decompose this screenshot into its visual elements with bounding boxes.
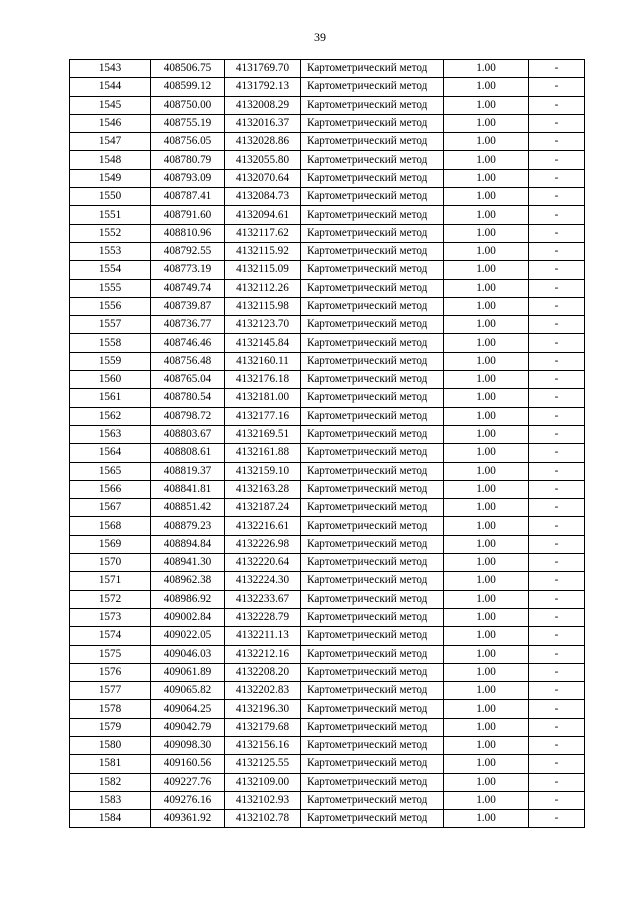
method-cell: Картометрический метод xyxy=(301,407,444,425)
method-cell: Картометрический метод xyxy=(301,297,444,315)
x-coordinate-cell: 408736.77 xyxy=(151,316,225,334)
x-coordinate-cell: 408793.09 xyxy=(151,169,225,187)
y-coordinate-cell: 4132123.70 xyxy=(225,316,301,334)
note-cell: - xyxy=(529,206,585,224)
table-row xyxy=(70,736,585,754)
x-coordinate-cell: 409227.76 xyxy=(151,773,225,791)
x-coordinate-cell: 409276.16 xyxy=(151,791,225,809)
y-coordinate-cell: 4132226.98 xyxy=(225,535,301,553)
point-number-cell: 1580 xyxy=(70,736,151,754)
note-cell: - xyxy=(529,224,585,242)
x-coordinate-cell: 409064.25 xyxy=(151,700,225,718)
accuracy-cell: 1.00 xyxy=(444,517,529,535)
method-cell: Картометрический метод xyxy=(301,590,444,608)
x-coordinate-cell: 408841.81 xyxy=(151,480,225,498)
y-coordinate-cell: 4132016.37 xyxy=(225,114,301,132)
method-cell: Картометрический метод xyxy=(301,608,444,626)
y-coordinate-cell: 4132117.62 xyxy=(225,224,301,242)
coordinates-table-body xyxy=(70,60,585,828)
y-coordinate-cell: 4132196.30 xyxy=(225,700,301,718)
method-cell: Картометрический метод xyxy=(301,572,444,590)
accuracy-cell: 1.00 xyxy=(444,572,529,590)
table-row xyxy=(70,572,585,590)
table-row xyxy=(70,78,585,96)
point-number-cell: 1552 xyxy=(70,224,151,242)
table-row xyxy=(70,169,585,187)
point-number-cell: 1544 xyxy=(70,78,151,96)
y-coordinate-cell: 4132112.26 xyxy=(225,279,301,297)
accuracy-cell: 1.00 xyxy=(444,316,529,334)
point-number-cell: 1573 xyxy=(70,608,151,626)
table-row xyxy=(70,444,585,462)
method-cell: Картометрический метод xyxy=(301,242,444,260)
accuracy-cell: 1.00 xyxy=(444,590,529,608)
point-number-cell: 1564 xyxy=(70,444,151,462)
accuracy-cell: 1.00 xyxy=(444,462,529,480)
method-cell: Картометрический метод xyxy=(301,261,444,279)
note-cell: - xyxy=(529,736,585,754)
coordinates-table xyxy=(69,59,585,828)
table-row xyxy=(70,60,585,78)
note-cell: - xyxy=(529,608,585,626)
point-number-cell: 1549 xyxy=(70,169,151,187)
y-coordinate-cell: 4132208.20 xyxy=(225,663,301,681)
x-coordinate-cell: 408787.41 xyxy=(151,188,225,206)
accuracy-cell: 1.00 xyxy=(444,407,529,425)
x-coordinate-cell: 408791.60 xyxy=(151,206,225,224)
x-coordinate-cell: 408894.84 xyxy=(151,535,225,553)
y-coordinate-cell: 4132176.18 xyxy=(225,371,301,389)
x-coordinate-cell: 408962.38 xyxy=(151,572,225,590)
point-number-cell: 1557 xyxy=(70,316,151,334)
point-number-cell: 1567 xyxy=(70,499,151,517)
method-cell: Картометрический метод xyxy=(301,755,444,773)
method-cell: Картометрический метод xyxy=(301,682,444,700)
table-row xyxy=(70,133,585,151)
point-number-cell: 1558 xyxy=(70,334,151,352)
table-row xyxy=(70,590,585,608)
method-cell: Картометрический метод xyxy=(301,444,444,462)
y-coordinate-cell: 4132228.79 xyxy=(225,608,301,626)
method-cell: Картометрический метод xyxy=(301,462,444,480)
x-coordinate-cell: 408739.87 xyxy=(151,297,225,315)
table-row xyxy=(70,718,585,736)
point-number-cell: 1553 xyxy=(70,242,151,260)
note-cell: - xyxy=(529,242,585,260)
accuracy-cell: 1.00 xyxy=(444,791,529,809)
method-cell: Картометрический метод xyxy=(301,151,444,169)
point-number-cell: 1562 xyxy=(70,407,151,425)
y-coordinate-cell: 4132008.29 xyxy=(225,96,301,114)
accuracy-cell: 1.00 xyxy=(444,297,529,315)
method-cell: Картометрический метод xyxy=(301,517,444,535)
accuracy-cell: 1.00 xyxy=(444,773,529,791)
y-coordinate-cell: 4132216.61 xyxy=(225,517,301,535)
x-coordinate-cell: 409160.56 xyxy=(151,755,225,773)
x-coordinate-cell: 408506.75 xyxy=(151,60,225,78)
point-number-cell: 1556 xyxy=(70,297,151,315)
method-cell: Картометрический метод xyxy=(301,499,444,517)
method-cell: Картометрический метод xyxy=(301,133,444,151)
point-number-cell: 1566 xyxy=(70,480,151,498)
method-cell: Картометрический метод xyxy=(301,554,444,572)
point-number-cell: 1575 xyxy=(70,645,151,663)
note-cell: - xyxy=(529,700,585,718)
accuracy-cell: 1.00 xyxy=(444,480,529,498)
method-cell: Картометрический метод xyxy=(301,96,444,114)
note-cell: - xyxy=(529,572,585,590)
y-coordinate-cell: 4132028.86 xyxy=(225,133,301,151)
table-row xyxy=(70,663,585,681)
accuracy-cell: 1.00 xyxy=(444,736,529,754)
table-row xyxy=(70,608,585,626)
method-cell: Картометрический метод xyxy=(301,535,444,553)
accuracy-cell: 1.00 xyxy=(444,682,529,700)
point-number-cell: 1563 xyxy=(70,425,151,443)
method-cell: Картометрический метод xyxy=(301,352,444,370)
y-coordinate-cell: 4132070.64 xyxy=(225,169,301,187)
y-coordinate-cell: 4132084.73 xyxy=(225,188,301,206)
accuracy-cell: 1.00 xyxy=(444,645,529,663)
note-cell: - xyxy=(529,96,585,114)
x-coordinate-cell: 409042.79 xyxy=(151,718,225,736)
point-number-cell: 1543 xyxy=(70,60,151,78)
method-cell: Картометрический метод xyxy=(301,60,444,78)
note-cell: - xyxy=(529,114,585,132)
method-cell: Картометрический метод xyxy=(301,810,444,828)
accuracy-cell: 1.00 xyxy=(444,663,529,681)
point-number-cell: 1579 xyxy=(70,718,151,736)
note-cell: - xyxy=(529,279,585,297)
y-coordinate-cell: 4132177.16 xyxy=(225,407,301,425)
method-cell: Картометрический метод xyxy=(301,480,444,498)
table-row xyxy=(70,791,585,809)
accuracy-cell: 1.00 xyxy=(444,608,529,626)
table-row xyxy=(70,151,585,169)
x-coordinate-cell: 408941.30 xyxy=(151,554,225,572)
point-number-cell: 1550 xyxy=(70,188,151,206)
note-cell: - xyxy=(529,810,585,828)
point-number-cell: 1583 xyxy=(70,791,151,809)
accuracy-cell: 1.00 xyxy=(444,499,529,517)
accuracy-cell: 1.00 xyxy=(444,151,529,169)
point-number-cell: 1582 xyxy=(70,773,151,791)
accuracy-cell: 1.00 xyxy=(444,425,529,443)
accuracy-cell: 1.00 xyxy=(444,627,529,645)
point-number-cell: 1581 xyxy=(70,755,151,773)
method-cell: Картометрический метод xyxy=(301,773,444,791)
note-cell: - xyxy=(529,425,585,443)
point-number-cell: 1578 xyxy=(70,700,151,718)
table-row xyxy=(70,334,585,352)
point-number-cell: 1554 xyxy=(70,261,151,279)
accuracy-cell: 1.00 xyxy=(444,133,529,151)
accuracy-cell: 1.00 xyxy=(444,96,529,114)
accuracy-cell: 1.00 xyxy=(444,78,529,96)
note-cell: - xyxy=(529,718,585,736)
table-row xyxy=(70,224,585,242)
note-cell: - xyxy=(529,773,585,791)
x-coordinate-cell: 409046.03 xyxy=(151,645,225,663)
accuracy-cell: 1.00 xyxy=(444,206,529,224)
note-cell: - xyxy=(529,627,585,645)
point-number-cell: 1546 xyxy=(70,114,151,132)
method-cell: Картометрический метод xyxy=(301,700,444,718)
x-coordinate-cell: 408750.00 xyxy=(151,96,225,114)
y-coordinate-cell: 4132159.10 xyxy=(225,462,301,480)
point-number-cell: 1570 xyxy=(70,554,151,572)
note-cell: - xyxy=(529,480,585,498)
note-cell: - xyxy=(529,590,585,608)
note-cell: - xyxy=(529,78,585,96)
point-number-cell: 1561 xyxy=(70,389,151,407)
table-row xyxy=(70,425,585,443)
table-row xyxy=(70,554,585,572)
table-row xyxy=(70,371,585,389)
table-row xyxy=(70,755,585,773)
y-coordinate-cell: 4132202.83 xyxy=(225,682,301,700)
point-number-cell: 1565 xyxy=(70,462,151,480)
accuracy-cell: 1.00 xyxy=(444,389,529,407)
table-row xyxy=(70,188,585,206)
point-number-cell: 1547 xyxy=(70,133,151,151)
note-cell: - xyxy=(529,499,585,517)
note-cell: - xyxy=(529,791,585,809)
note-cell: - xyxy=(529,297,585,315)
note-cell: - xyxy=(529,169,585,187)
x-coordinate-cell: 408599.12 xyxy=(151,78,225,96)
method-cell: Картометрический метод xyxy=(301,188,444,206)
x-coordinate-cell: 409061.89 xyxy=(151,663,225,681)
note-cell: - xyxy=(529,645,585,663)
accuracy-cell: 1.00 xyxy=(444,718,529,736)
point-number-cell: 1559 xyxy=(70,352,151,370)
x-coordinate-cell: 408803.67 xyxy=(151,425,225,443)
y-coordinate-cell: 4132115.09 xyxy=(225,261,301,279)
accuracy-cell: 1.00 xyxy=(444,371,529,389)
note-cell: - xyxy=(529,663,585,681)
y-coordinate-cell: 4132181.00 xyxy=(225,389,301,407)
accuracy-cell: 1.00 xyxy=(444,224,529,242)
x-coordinate-cell: 408756.05 xyxy=(151,133,225,151)
accuracy-cell: 1.00 xyxy=(444,554,529,572)
accuracy-cell: 1.00 xyxy=(444,279,529,297)
y-coordinate-cell: 4132187.24 xyxy=(225,499,301,517)
note-cell: - xyxy=(529,389,585,407)
y-coordinate-cell: 4132094.61 xyxy=(225,206,301,224)
y-coordinate-cell: 4132161.88 xyxy=(225,444,301,462)
table-row xyxy=(70,114,585,132)
table-row xyxy=(70,316,585,334)
x-coordinate-cell: 408819.37 xyxy=(151,462,225,480)
accuracy-cell: 1.00 xyxy=(444,444,529,462)
point-number-cell: 1568 xyxy=(70,517,151,535)
y-coordinate-cell: 4132109.00 xyxy=(225,773,301,791)
note-cell: - xyxy=(529,352,585,370)
y-coordinate-cell: 4132169.51 xyxy=(225,425,301,443)
note-cell: - xyxy=(529,682,585,700)
x-coordinate-cell: 408810.96 xyxy=(151,224,225,242)
note-cell: - xyxy=(529,371,585,389)
table-row xyxy=(70,297,585,315)
table-row xyxy=(70,206,585,224)
y-coordinate-cell: 4132233.67 xyxy=(225,590,301,608)
note-cell: - xyxy=(529,133,585,151)
note-cell: - xyxy=(529,462,585,480)
table-row xyxy=(70,517,585,535)
accuracy-cell: 1.00 xyxy=(444,755,529,773)
table-row xyxy=(70,645,585,663)
table-row xyxy=(70,480,585,498)
point-number-cell: 1576 xyxy=(70,663,151,681)
x-coordinate-cell: 408780.54 xyxy=(151,389,225,407)
accuracy-cell: 1.00 xyxy=(444,188,529,206)
accuracy-cell: 1.00 xyxy=(444,114,529,132)
x-coordinate-cell: 408808.61 xyxy=(151,444,225,462)
note-cell: - xyxy=(529,535,585,553)
y-coordinate-cell: 4132163.28 xyxy=(225,480,301,498)
y-coordinate-cell: 4132115.98 xyxy=(225,297,301,315)
table-row xyxy=(70,96,585,114)
point-number-cell: 1551 xyxy=(70,206,151,224)
table-row xyxy=(70,682,585,700)
accuracy-cell: 1.00 xyxy=(444,810,529,828)
x-coordinate-cell: 408749.74 xyxy=(151,279,225,297)
table-row xyxy=(70,810,585,828)
table-row xyxy=(70,700,585,718)
table-row xyxy=(70,627,585,645)
method-cell: Картометрический метод xyxy=(301,736,444,754)
y-coordinate-cell: 4132179.68 xyxy=(225,718,301,736)
method-cell: Картометрический метод xyxy=(301,224,444,242)
point-number-cell: 1574 xyxy=(70,627,151,645)
y-coordinate-cell: 4132212.16 xyxy=(225,645,301,663)
method-cell: Картометрический метод xyxy=(301,334,444,352)
method-cell: Картометрический метод xyxy=(301,718,444,736)
note-cell: - xyxy=(529,554,585,572)
x-coordinate-cell: 409361.92 xyxy=(151,810,225,828)
method-cell: Картометрический метод xyxy=(301,206,444,224)
x-coordinate-cell: 409065.82 xyxy=(151,682,225,700)
x-coordinate-cell: 408792.55 xyxy=(151,242,225,260)
point-number-cell: 1572 xyxy=(70,590,151,608)
method-cell: Картометрический метод xyxy=(301,371,444,389)
y-coordinate-cell: 4132055.80 xyxy=(225,151,301,169)
x-coordinate-cell: 408851.42 xyxy=(151,499,225,517)
method-cell: Картометрический метод xyxy=(301,114,444,132)
table-row xyxy=(70,462,585,480)
note-cell: - xyxy=(529,334,585,352)
point-number-cell: 1548 xyxy=(70,151,151,169)
method-cell: Картометрический метод xyxy=(301,791,444,809)
x-coordinate-cell: 409002.84 xyxy=(151,608,225,626)
point-number-cell: 1571 xyxy=(70,572,151,590)
accuracy-cell: 1.00 xyxy=(444,169,529,187)
note-cell: - xyxy=(529,60,585,78)
x-coordinate-cell: 408746.46 xyxy=(151,334,225,352)
y-coordinate-cell: 4132102.93 xyxy=(225,791,301,809)
accuracy-cell: 1.00 xyxy=(444,261,529,279)
method-cell: Картометрический метод xyxy=(301,645,444,663)
accuracy-cell: 1.00 xyxy=(444,700,529,718)
table-row xyxy=(70,261,585,279)
y-coordinate-cell: 4132145.84 xyxy=(225,334,301,352)
x-coordinate-cell: 408755.19 xyxy=(151,114,225,132)
note-cell: - xyxy=(529,188,585,206)
y-coordinate-cell: 4132220.64 xyxy=(225,554,301,572)
accuracy-cell: 1.00 xyxy=(444,352,529,370)
accuracy-cell: 1.00 xyxy=(444,242,529,260)
table-row xyxy=(70,242,585,260)
method-cell: Картометрический метод xyxy=(301,78,444,96)
note-cell: - xyxy=(529,517,585,535)
y-coordinate-cell: 4132160.11 xyxy=(225,352,301,370)
method-cell: Картометрический метод xyxy=(301,627,444,645)
table-row xyxy=(70,535,585,553)
note-cell: - xyxy=(529,444,585,462)
table-row xyxy=(70,773,585,791)
x-coordinate-cell: 408798.72 xyxy=(151,407,225,425)
method-cell: Картометрический метод xyxy=(301,316,444,334)
accuracy-cell: 1.00 xyxy=(444,334,529,352)
page-number: 39 xyxy=(314,30,326,44)
table-row xyxy=(70,352,585,370)
x-coordinate-cell: 408773.19 xyxy=(151,261,225,279)
point-number-cell: 1569 xyxy=(70,535,151,553)
table-row xyxy=(70,279,585,297)
x-coordinate-cell: 408879.23 xyxy=(151,517,225,535)
note-cell: - xyxy=(529,316,585,334)
y-coordinate-cell: 4132211.13 xyxy=(225,627,301,645)
y-coordinate-cell: 4132115.92 xyxy=(225,242,301,260)
table-row xyxy=(70,407,585,425)
method-cell: Картометрический метод xyxy=(301,169,444,187)
x-coordinate-cell: 409098.30 xyxy=(151,736,225,754)
point-number-cell: 1555 xyxy=(70,279,151,297)
method-cell: Картометрический метод xyxy=(301,663,444,681)
method-cell: Картометрический метод xyxy=(301,389,444,407)
point-number-cell: 1584 xyxy=(70,810,151,828)
method-cell: Картометрический метод xyxy=(301,279,444,297)
note-cell: - xyxy=(529,261,585,279)
y-coordinate-cell: 4132156.16 xyxy=(225,736,301,754)
accuracy-cell: 1.00 xyxy=(444,60,529,78)
y-coordinate-cell: 4131769.70 xyxy=(225,60,301,78)
x-coordinate-cell: 409022.05 xyxy=(151,627,225,645)
x-coordinate-cell: 408986.92 xyxy=(151,590,225,608)
note-cell: - xyxy=(529,151,585,169)
accuracy-cell: 1.00 xyxy=(444,535,529,553)
note-cell: - xyxy=(529,755,585,773)
x-coordinate-cell: 408765.04 xyxy=(151,371,225,389)
y-coordinate-cell: 4132102.78 xyxy=(225,810,301,828)
y-coordinate-cell: 4132224.30 xyxy=(225,572,301,590)
point-number-cell: 1577 xyxy=(70,682,151,700)
y-coordinate-cell: 4131792.13 xyxy=(225,78,301,96)
table-row xyxy=(70,499,585,517)
x-coordinate-cell: 408756.48 xyxy=(151,352,225,370)
point-number-cell: 1560 xyxy=(70,371,151,389)
x-coordinate-cell: 408780.79 xyxy=(151,151,225,169)
table-row xyxy=(70,389,585,407)
method-cell: Картометрический метод xyxy=(301,425,444,443)
y-coordinate-cell: 4132125.55 xyxy=(225,755,301,773)
note-cell: - xyxy=(529,407,585,425)
point-number-cell: 1545 xyxy=(70,96,151,114)
